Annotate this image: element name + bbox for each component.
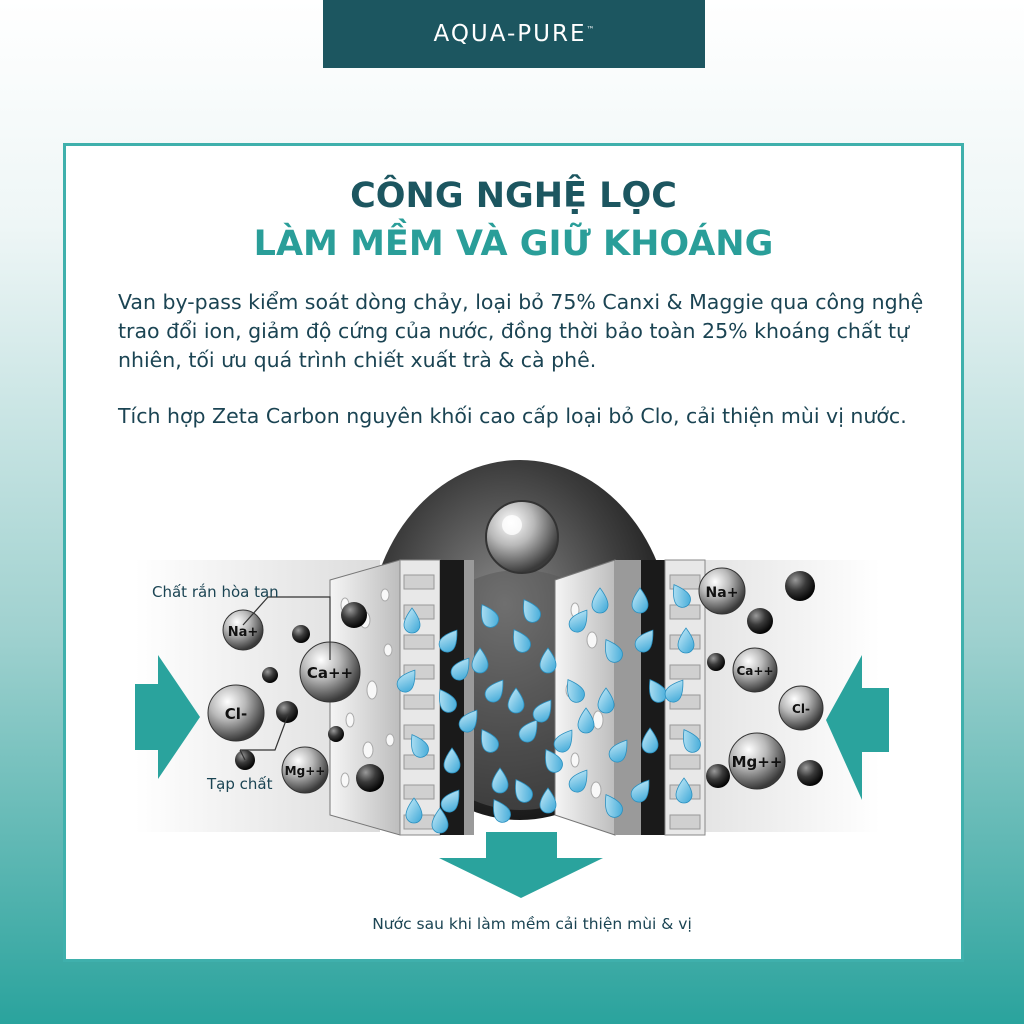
description-paragraph-1: Van by-pass kiểm soát dòng chảy, loại bỏ 75% Canxi & Maggie qua công nghệ trao đổi ion, giảm độ cứng của nước, đồng thời bảo toàn 25% khoáng chất tự nhiên, tối ưu quá trình chiết xuất trà & cà phê. [118,290,924,372]
ion-label-ca-right: Ca++ [736,664,774,678]
outlet-arrow [439,832,603,898]
title-line-2: LÀM MỀM VÀ GIỮ KHOÁNG [253,224,774,264]
ion-label-cl-left: Cl- [224,705,248,723]
brand-logo: AQUA-PURE™ [433,21,595,47]
ion-label-ca-left: Ca++ [306,664,354,682]
label-dissolved-solids: Chất rắn hòa tan [152,583,279,601]
bypass-valve [486,501,558,573]
ion-label-na-left: Na+ [227,625,259,640]
ion-label-cl-right: Cl- [792,702,810,716]
label-impurities: Tạp chất [207,775,273,793]
title-line-1: CÔNG NGHỆ LỌC [350,176,677,216]
ion-label-na-right: Na+ [705,585,739,601]
ion-label-mg-right: Mg++ [731,753,783,771]
ion-label-mg-left: Mg++ [284,764,326,778]
label-output-water: Nước sau khi làm mềm cải thiện mùi & vị [372,915,692,933]
description-paragraph-2: Tích hợp Zeta Carbon nguyên khối cao cấp loại bỏ Clo, cải thiện mùi vị nước. [118,404,907,428]
